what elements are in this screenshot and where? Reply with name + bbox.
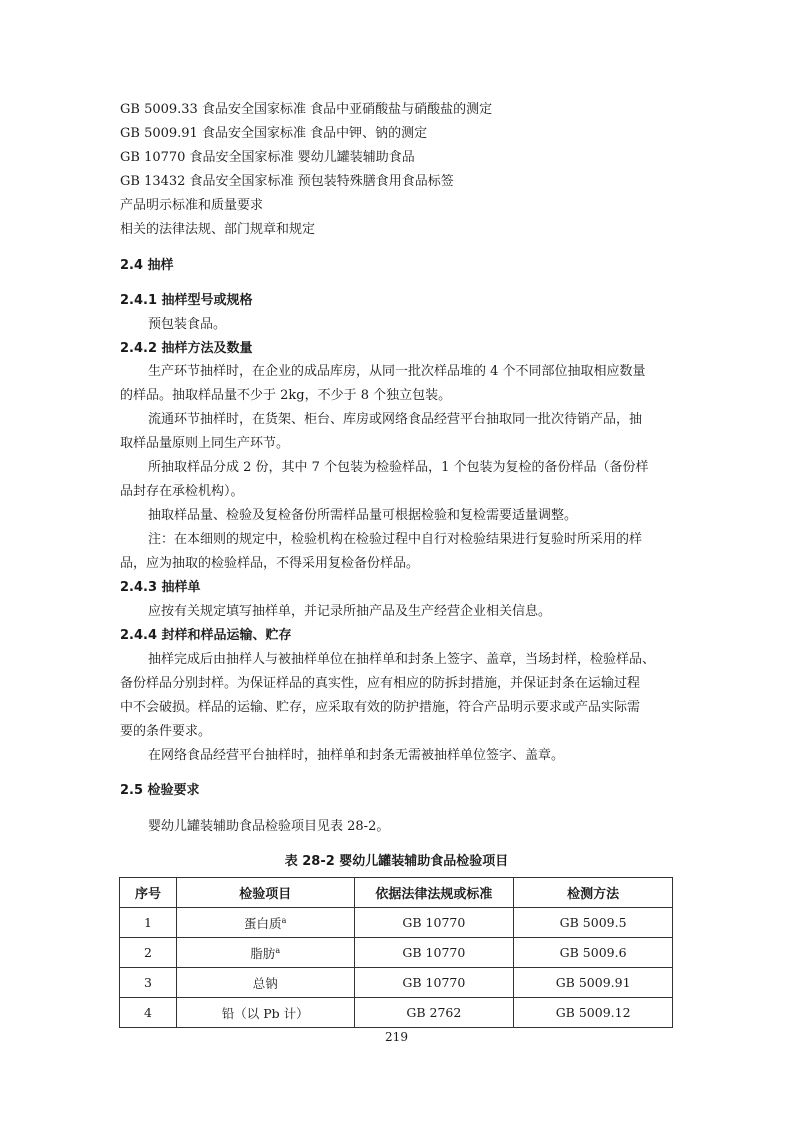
paragraph-line: 品，应为抽取的检验样品，不得采用复检备份样品。 [120,556,420,571]
item-text: 蛋白质 [244,915,282,931]
cell-no: 2 [120,938,177,968]
table-header-row [120,878,673,908]
cell-method: GB 5009.6 [514,938,673,968]
section-heading-2-4-4: 2.4.4 封样和样品运输、贮存 [120,628,292,643]
cell-item [176,938,354,968]
ref-line: 相关的法律法规、部门规章和规定 [120,222,316,237]
paragraph-line: 所抽取样品分成 2 份，其中 7 个包装为检验样品，1 个包装为复检的备份样品（备份样 [148,460,649,475]
page-number: 219 [385,1030,408,1044]
cell-method: GB 5009.12 [514,998,673,1028]
section-heading-2-4-2: 2.4.2 抽样方法及数量 [120,341,253,356]
ref-line: GB 10770 食品安全国家标准 婴幼儿罐装辅助食品 [120,150,415,165]
cell-method: GB 5009.91 [514,968,673,998]
cell-item [176,968,354,998]
paragraph-line: 在网络食品经营平台抽样时，抽样单和封条无需被抽样单位签字、盖章。 [148,748,565,763]
cell-basis: GB 10770 [354,938,514,968]
col-header-item: 检验项目 [176,878,354,908]
cell-basis: GB 10770 [354,908,514,938]
table-row [120,908,673,938]
paragraph-line: 抽取样品量、检验及复检备份所需样品量可根据检验和复检需要适量调整。 [148,508,578,523]
ref-line: 产品明示标准和质量要求 [120,198,264,213]
table-caption: 表 28-2 婴幼儿罐装辅助食品检验项目 [284,854,509,869]
section-heading-2-5: 2.5 检验要求 [120,783,200,798]
cell-no: 3 [120,968,177,998]
ref-line: GB 5009.91 食品安全国家标准 食品中钾、钠的测定 [120,126,428,141]
paragraph-line: 取样品量原则上同生产环节。 [120,436,290,451]
ref-line: GB 13432 食品安全国家标准 预包装特殊膳食用食品标签 [120,174,454,189]
table-row [120,968,673,998]
col-header-method: 检测方法 [514,878,673,908]
inspection-items-table [119,877,673,1028]
paragraph-line: 的样品。抽取样品量不少于 2kg，不少于 8 个独立包装。 [120,388,452,403]
item-text: 铅（以 Pb 计） [221,1005,309,1021]
table-row [120,998,673,1028]
paragraph-line: 应按有关规定填写抽样单，并记录所抽产品及生产经营企业相关信息。 [148,604,552,619]
cell-method: GB 5009.5 [514,908,673,938]
cell-item [176,908,354,938]
table-row [120,938,673,968]
paragraph-line: 婴幼儿罐装辅助食品检验项目见表 28-2。 [148,819,390,834]
paragraph-line: 抽样完成后由抽样人与被抽样单位在抽样单和封条上签字、盖章，当场封样，检验样品、 [148,652,656,667]
paragraph-line: 品封存在承检机构）。 [120,484,244,499]
footnote-marker: a [281,915,287,925]
cell-basis: GB 2762 [354,998,514,1028]
paragraph-line: 注：在本细则的规定中，检验机构在检验过程中自行对检验结果进行复验时所采用的样 [148,532,643,547]
cell-no: 1 [120,908,177,938]
section-heading-2-4-1: 2.4.1 抽样型号或规格 [120,293,253,308]
cell-no: 4 [120,998,177,1028]
paragraph-line: 备份样品分别封样。为保证样品的真实性，应有相应的防拆封措施，并保证封条在运输过程 [120,676,641,691]
ref-line: GB 5009.33 食品安全国家标准 食品中亚硝酸盐与硝酸盐的测定 [120,102,493,117]
paragraph-line: 中不会破损。样品的运输、贮存，应采取有效的防护措施，符合产品明示要求或产品实际需 [120,700,641,715]
paragraph-line: 要的条件要求。 [120,724,212,739]
cell-item [176,998,354,1028]
item-text: 脂肪 [250,945,276,961]
paragraph-line: 流通环节抽样时，在货架、柜台、库房或网络食品经营平台抽取同一批次待销产品，抽 [148,412,643,427]
cell-basis: GB 10770 [354,968,514,998]
footnote-marker: a [275,945,281,955]
item-text: 总钠 [252,975,278,991]
section-heading-2-4-3: 2.4.3 抽样单 [120,580,201,595]
paragraph-line: 生产环节抽样时，在企业的成品库房，从同一批次样品堆的 4 个不同部位抽取相应数量 [148,364,646,379]
col-header-no: 序号 [120,878,177,908]
col-header-basis: 依据法律法规或标准 [354,878,514,908]
paragraph-line: 预包装食品。 [148,317,227,332]
section-heading-2-4: 2.4 抽样 [120,258,174,273]
